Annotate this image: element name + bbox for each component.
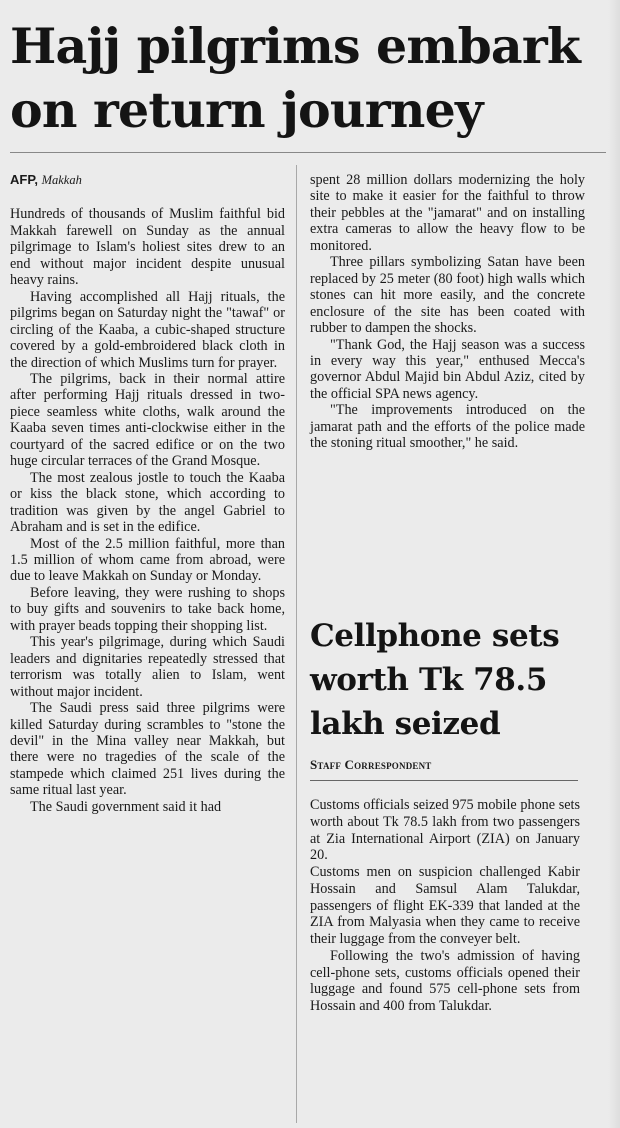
article1-headline [10, 14, 610, 142]
article1-headline-line2: on return journey [10, 81, 483, 139]
article1-paragraph: Most of the 2.5 million faithful, more than 1.5 million of whom came from abroad, were due to leave Makkah on Sunday or Monday. [10, 535, 285, 585]
article2-paragraph: Following the two's admission of having cell-phone sets, customs officials opened their luggage and found 575 cell-phone sets from Hossain and 400 from Talukdar. [310, 947, 580, 1014]
article2-byline: Staff Correspondent [310, 757, 432, 772]
headline-divider [10, 152, 606, 153]
article2-byline-divider [310, 780, 578, 781]
article1-paragraph: The most zealous jostle to touch the Kaaba or kiss the black stone, which according to tradition was given by the angel Gabriel to Abraham and is set in the edifice. [10, 469, 285, 536]
article1-paragraph: The Saudi government said it had [30, 798, 222, 815]
article1-paragraph: The pilgrims, back in their normal attire after performing Hajj rituals dressed in two-piece seamless white cloths, walk around the Kaaba seven times anti-clockwise either in the courtyard of the sacred edifice or on the two huge circular terraces of the Grand Mosque. [10, 370, 285, 470]
article1-byline-agency: AFP, [10, 172, 38, 187]
article1-byline-location: Makkah [41, 173, 82, 187]
column-divider [296, 165, 297, 1123]
article1-continued-paragraph: Three pillars symbolizing Satan have been replaced by 25 meter (80 foot) high walls which stones can hit more easily, and the concrete enclosure of the site has been coated with rubber to dampen the shocks. [310, 254, 585, 337]
article1-paragraph: Hundreds of thousands of Muslim faithful bid Makkah farewell on Sunday as the annual pilgrimage to Islam's holiest sites drew to an end without major incident despite unusual heavy rains. [10, 206, 285, 289]
article2-body [310, 797, 580, 1015]
article1-paragraph: Before leaving, they were rushing to shops to buy gifts and souvenirs to take back home, with prayer beads topping their shopping list. [10, 584, 285, 634]
article2-headline [310, 614, 600, 746]
article1-continued-paragraph: spent 28 million dollars modernizing the holy site to make it easier for the faithful to throw their pebbles at the "jamarat" and on installing extra cameras to allow the heavy flow to be monitored. [310, 172, 585, 254]
article1-continued-paragraph: "The improvements introduced on the jamarat path and the efforts of the police made the stoning ritual smoother," he said. [310, 402, 585, 452]
article1-paragraph: This year's pilgrimage, during which Saudi leaders and dignitaries repeatedly stressed that terrorism was totally alien to Islam, went without major incident. [10, 634, 285, 700]
article1-headline-line1: Hajj pilgrims embark [10, 17, 581, 75]
article2-paragraph: Customs men on suspicion challenged Kabir Hossain and Samsul Alam Talukdar, passengers of flight EK-339 that landed at the ZIA from Malyasia when they came to receive their luggage from the conveyer belt. [310, 864, 580, 947]
article1-paragraph: Having accomplished all Hajj rituals, the pilgrims began on Saturday night the "tawaf" or circling of the Kaaba, a cubic-shaped structure covered by a gold-embroidered black cloth in the direction of which Muslims turn for prayer. [10, 288, 285, 371]
article2-headline-line3: lakh seized [310, 706, 501, 742]
article1-column-right [310, 172, 585, 452]
article2-headline-line2: worth Tk 78.5 [310, 662, 547, 698]
article1-continued-paragraph: "Thank God, the Hajj season was a success in every way this year," enthused Mecca's governor Abdul Majid bin Abdul Aziz, cited by the official SPA news agency. [310, 336, 585, 402]
article2-paragraph: Customs officials seized 975 mobile phone sets worth about Tk 78.5 lakh from two passengers at Zia International Airport (ZIA) on January 20. [310, 797, 580, 864]
article1-byline [10, 172, 285, 188]
article2-headline-line1: Cellphone sets [310, 618, 560, 654]
article1-column-left [10, 172, 285, 815]
article1-paragraph: The Saudi press said three pilgrims were killed Saturday during scrambles to "stone the devil" in the Mina valley near Makkah, but there were no tragedies of the scale of the stampede which claimed 251 lives during the same ritual last year. [10, 700, 285, 799]
scan-edge-shadow [608, 0, 620, 1128]
